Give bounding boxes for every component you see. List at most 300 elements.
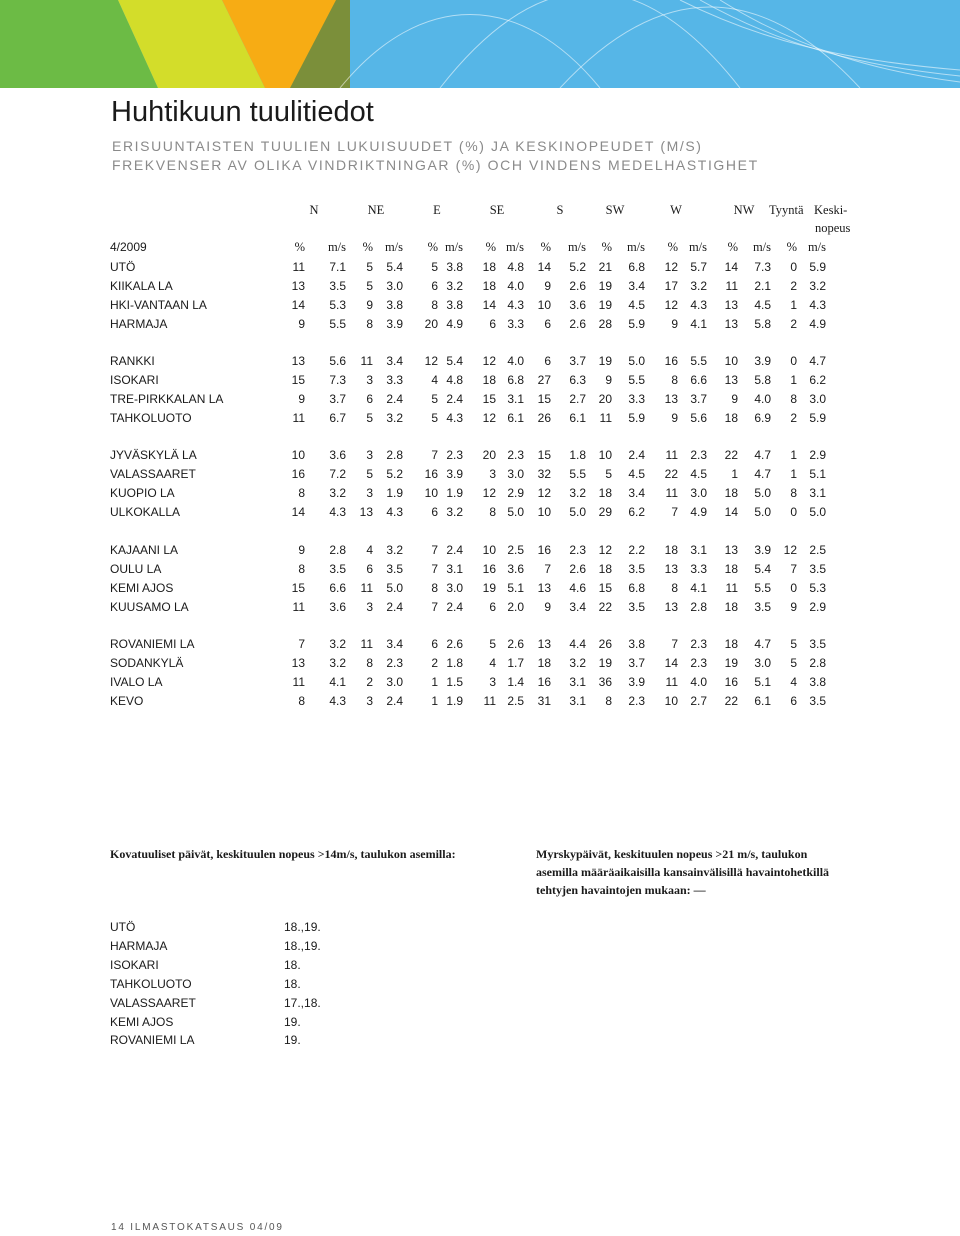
gale-dates: 18.,19.: [284, 920, 321, 934]
table-cell: 2.4: [386, 599, 403, 614]
gale-station: UTÖ: [110, 920, 136, 934]
table-cell: 9: [790, 599, 797, 614]
table-cell: 8: [298, 693, 305, 708]
table-cell: 2.2: [628, 543, 645, 557]
table-cell: 18: [724, 599, 738, 614]
table-cell: 3: [366, 372, 373, 387]
table-cell: 13: [359, 504, 373, 519]
station-name: KIIKALA LA: [110, 278, 173, 293]
period-label: 4/2009: [110, 240, 147, 254]
table-cell: 9: [671, 316, 678, 331]
table-cell: 4.3: [690, 297, 707, 312]
table-cell: 26: [598, 637, 612, 651]
table-cell: 6: [790, 693, 797, 708]
table-cell: 2.3: [569, 543, 586, 557]
unit-ms: m/s: [626, 240, 645, 254]
table-cell: 2.4: [386, 391, 403, 406]
gale-dates: 17.,18.: [284, 995, 321, 1010]
header-banner: [0, 0, 960, 88]
table-cell: 3.8: [386, 297, 403, 312]
station-name: KAJAANI LA: [110, 543, 179, 557]
table-cell: 4.5: [754, 297, 771, 312]
table-cell: 5.0: [628, 354, 645, 368]
table-cell: 10: [291, 448, 305, 462]
table-cell: 3.2: [329, 637, 346, 651]
table-cell: 36: [598, 674, 612, 689]
table-cell: 3.2: [386, 543, 403, 557]
table-cell: 2.4: [386, 693, 403, 708]
table-cell: 4.7: [754, 448, 771, 462]
table-cell: 10: [664, 693, 678, 708]
table-cell: 6: [544, 316, 551, 331]
table-cell: 12: [783, 543, 797, 557]
table-cell: 16: [424, 466, 438, 481]
table-cell: 12: [482, 410, 496, 425]
table-cell: 2.3: [628, 693, 645, 708]
table-cell: 5.0: [754, 485, 771, 500]
table-cell: 4.1: [690, 316, 707, 331]
table-cell: 10: [537, 504, 551, 519]
table-cell: 3.3: [690, 561, 707, 576]
table-cell: 12: [482, 354, 496, 368]
station-name: ISOKARI: [110, 372, 159, 387]
table-cell: 5.2: [569, 260, 586, 274]
direction-header: S: [556, 203, 564, 217]
table-cell: 6: [366, 561, 373, 576]
table-cell: 3.6: [329, 448, 346, 462]
table-cell: 2: [431, 655, 438, 670]
unit-ms: m/s: [505, 240, 524, 254]
table-cell: 4.4: [569, 637, 586, 651]
table-cell: 9: [605, 372, 612, 387]
table-cell: 6.6: [690, 372, 707, 387]
table-cell: 3.0: [386, 674, 403, 689]
table-cell: 3.7: [569, 354, 586, 368]
table-cell: 4: [366, 543, 373, 557]
page-title: Huhtikuun tuulitiedot: [111, 96, 374, 128]
table-cell: 3: [366, 693, 373, 708]
table-cell: 3.3: [628, 391, 645, 406]
table-cell: 11: [292, 410, 305, 425]
table-cell: 10: [537, 297, 551, 312]
table-cell: 8: [298, 561, 305, 576]
table-cell: 3.1: [569, 674, 586, 689]
table-cell: 2.1: [754, 278, 771, 293]
table-cell: 4: [431, 372, 438, 387]
table-cell: 28: [598, 316, 612, 331]
station-name: ULKOKALLA: [110, 504, 181, 519]
table-cell: 1.5: [446, 674, 463, 689]
direction-header: NE: [367, 203, 385, 217]
table-cell: 4.0: [507, 354, 524, 368]
table-cell: 5: [366, 410, 373, 425]
table-cell: 11: [360, 580, 373, 595]
table-cell: 13: [537, 637, 551, 651]
table-cell: 5.9: [628, 410, 645, 425]
unit-ms: m/s: [567, 240, 586, 254]
table-cell: 4.9: [809, 316, 826, 331]
table-cell: 2.6: [569, 561, 586, 576]
table-cell: 3.8: [628, 637, 645, 651]
gale-station: HARMAJA: [110, 938, 168, 953]
table-cell: 15: [291, 372, 305, 387]
table-cell: 14: [291, 504, 305, 519]
table-cell: 11: [292, 599, 305, 614]
table-cell: 3.9: [754, 354, 771, 368]
table-cell: 10: [598, 448, 612, 462]
table-cell: 8: [431, 580, 438, 595]
table-cell: 11: [665, 448, 678, 462]
table-cell: 3.9: [446, 466, 463, 481]
table-cell: 3.0: [690, 485, 707, 500]
direction-header: NW: [733, 203, 755, 217]
table-cell: 2.9: [809, 448, 826, 462]
table-cell: 3.3: [507, 316, 524, 331]
table-cell: 4.7: [754, 637, 771, 651]
table-cell: 1.8: [569, 448, 586, 462]
table-cell: 4: [790, 674, 797, 689]
table-cell: 5.4: [386, 260, 403, 274]
table-cell: 3.4: [569, 599, 586, 614]
table-cell: 6.1: [507, 410, 524, 425]
table-cell: 3: [366, 448, 373, 462]
station-name: IVALO LA: [110, 674, 163, 689]
table-cell: 4.3: [386, 504, 403, 519]
table-cell: 18: [482, 372, 496, 387]
table-cell: 5: [605, 466, 612, 481]
table-cell: 3.9: [754, 543, 771, 557]
table-cell: 7: [431, 543, 438, 557]
table-cell: 3.2: [446, 278, 463, 293]
table-cell: 7.3: [754, 260, 771, 274]
unit-percent: %: [786, 240, 797, 254]
table-cell: 2: [366, 674, 373, 689]
table-cell: 3.5: [809, 561, 826, 576]
table-cell: 3.7: [628, 655, 645, 670]
unit-percent: %: [485, 240, 496, 254]
table-cell: 3.3: [386, 372, 403, 387]
table-cell: 11: [599, 410, 612, 425]
table-cell: 19: [598, 297, 612, 312]
table-cell: 5.3: [329, 297, 346, 312]
table-cell: 3.5: [628, 599, 645, 614]
table-cell: 2.8: [329, 543, 346, 557]
table-cell: 1: [790, 466, 797, 481]
table-cell: 3.1: [507, 391, 524, 406]
table-cell: 7.2: [329, 466, 346, 481]
table-cell: 3.6: [569, 297, 586, 312]
table-cell: 15: [537, 448, 551, 462]
table-cell: 4.9: [446, 316, 463, 331]
table-cell: 2.9: [507, 485, 524, 500]
table-cell: 3.5: [754, 599, 771, 614]
table-cell: 1: [790, 448, 797, 462]
station-name: KUOPIO LA: [110, 485, 175, 500]
table-cell: 3.5: [809, 637, 826, 651]
table-cell: 6: [544, 354, 551, 368]
table-cell: 6.9: [754, 410, 771, 425]
table-cell: 15: [537, 391, 551, 406]
table-cell: 22: [598, 599, 612, 614]
station-name: VALASSAARET: [110, 466, 196, 481]
table-cell: 2.3: [507, 448, 524, 462]
table-cell: 3.5: [329, 278, 346, 293]
table-cell: 1.4: [507, 674, 524, 689]
direction-header: E: [433, 203, 441, 217]
table-cell: 4.0: [754, 391, 771, 406]
table-cell: 3.1: [446, 561, 463, 576]
table-cell: 13: [664, 599, 678, 614]
gale-station: ROVANIEMI LA: [110, 1033, 195, 1048]
table-cell: 5.2: [386, 466, 403, 481]
table-cell: 12: [424, 354, 438, 368]
table-cell: 5.4: [446, 354, 463, 368]
table-cell: 3.5: [386, 561, 403, 576]
table-cell: 2.5: [809, 543, 826, 557]
table-cell: 15: [291, 580, 305, 595]
table-cell: 18: [537, 655, 551, 670]
table-cell: 2.9: [809, 599, 826, 614]
table-cell: 3.2: [329, 485, 346, 500]
table-cell: 9: [298, 316, 305, 331]
table-cell: 3.8: [446, 297, 463, 312]
table-cell: 1.7: [507, 655, 524, 670]
table-cell: 5.7: [690, 260, 707, 274]
table-cell: 0: [790, 580, 797, 595]
table-cell: 2.3: [690, 655, 707, 670]
gale-station: KEMI AJOS: [110, 1014, 174, 1029]
table-cell: 9: [544, 599, 551, 614]
table-cell: 6.1: [569, 410, 586, 425]
table-cell: 3.2: [329, 655, 346, 670]
table-cell: 6.2: [628, 504, 645, 519]
gale-dates: 18.: [284, 957, 301, 972]
table-cell: 4: [489, 655, 496, 670]
station-name: TAHKOLUOTO: [110, 410, 192, 425]
table-cell: 8: [298, 485, 305, 500]
table-cell: 10: [482, 543, 496, 557]
table-cell: 26: [537, 410, 551, 425]
subtitle-finnish: ERISUUNTAISTEN TUULIEN LUKUISUUDET (%) JA KESKINOPEUDET (M/S): [112, 138, 703, 154]
table-cell: 5.5: [754, 580, 771, 595]
table-cell: 2.4: [446, 543, 463, 557]
table-cell: 3.7: [690, 391, 707, 406]
table-cell: 18: [724, 410, 738, 425]
table-cell: 5.5: [329, 316, 346, 331]
table-cell: 5.3: [809, 580, 826, 595]
table-cell: 5.0: [507, 504, 524, 519]
table-cell: 4.8: [507, 260, 524, 274]
station-name: ROVANIEMI LA: [110, 637, 195, 651]
gale-station: ISOKARI: [110, 957, 159, 972]
unit-ms: m/s: [807, 240, 826, 254]
table-cell: 12: [664, 297, 678, 312]
station-name: HARMAJA: [110, 316, 168, 331]
gale-station: TAHKOLUOTO: [110, 976, 192, 991]
table-cell: 13: [724, 543, 738, 557]
table-cell: 21: [598, 260, 612, 274]
table-cell: 6: [366, 391, 373, 406]
table-cell: 2.4: [446, 599, 463, 614]
table-cell: 1: [431, 693, 438, 708]
table-cell: 7.1: [329, 260, 346, 274]
table-cell: 5.9: [809, 260, 826, 274]
station-name: UTÖ: [110, 260, 136, 274]
table-cell: 8: [790, 485, 797, 500]
table-cell: 2.3: [690, 637, 707, 651]
table-cell: 4.6: [569, 580, 586, 595]
table-cell: 2.6: [507, 637, 524, 651]
station-name: HKI-VANTAAN LA: [110, 297, 207, 312]
table-cell: 5.0: [754, 504, 771, 519]
table-cell: 3.8: [446, 260, 463, 274]
table-cell: 11: [725, 580, 738, 595]
unit-percent: %: [427, 240, 438, 254]
table-cell: 15: [598, 580, 612, 595]
table-cell: 5.5: [690, 354, 707, 368]
table-cell: 13: [291, 278, 305, 293]
table-cell: 7: [431, 561, 438, 576]
table-cell: 1.9: [446, 485, 463, 500]
table-cell: 18: [724, 561, 738, 576]
table-cell: 4.3: [809, 297, 826, 312]
table-cell: 0: [790, 260, 797, 274]
note-storm-days-line-3: tehtyjen havaintojen mukaan: —: [536, 883, 706, 897]
table-cell: 1: [790, 372, 797, 387]
table-cell: 3.0: [386, 278, 403, 293]
table-cell: 6.2: [809, 372, 826, 387]
table-cell: 3.8: [809, 674, 826, 689]
calm-header: Tyyntä: [769, 203, 804, 217]
table-cell: 5: [366, 466, 373, 481]
table-cell: 5.5: [569, 466, 586, 481]
table-cell: 1.8: [446, 655, 463, 670]
table-cell: 3.5: [329, 561, 346, 576]
table-cell: 6.3: [569, 372, 586, 387]
note-storm-days-line-1: Myrskypäivät, keskituulen nopeus >21 m/s, taulukon: [536, 847, 808, 861]
gale-station: VALASSAARET: [110, 995, 196, 1010]
table-cell: 20: [482, 448, 496, 462]
table-cell: 1: [790, 297, 797, 312]
table-cell: 9: [298, 391, 305, 406]
table-cell: 5: [366, 278, 373, 293]
table-cell: 3: [489, 674, 496, 689]
direction-header: SE: [489, 203, 505, 217]
table-cell: 11: [360, 354, 373, 368]
table-cell: 7.3: [329, 372, 346, 387]
table-cell: 2.3: [690, 448, 707, 462]
table-cell: 5.8: [754, 316, 771, 331]
unit-percent: %: [540, 240, 551, 254]
table-cell: 7: [298, 637, 305, 651]
table-cell: 19: [482, 580, 496, 595]
table-cell: 11: [725, 278, 738, 293]
table-cell: 3.0: [446, 580, 463, 595]
table-cell: 4.7: [754, 466, 771, 481]
table-cell: 5.5: [628, 372, 645, 387]
table-cell: 3.1: [569, 693, 586, 708]
unit-percent: %: [294, 240, 305, 254]
table-cell: 5.4: [754, 561, 771, 576]
table-cell: 9: [731, 391, 738, 406]
table-cell: 4.0: [507, 278, 524, 293]
table-cell: 3.2: [446, 504, 463, 519]
table-cell: 8: [366, 655, 373, 670]
table-cell: 4.3: [507, 297, 524, 312]
table-cell: 6.8: [507, 372, 524, 387]
table-cell: 5.0: [569, 504, 586, 519]
table-cell: 4.7: [809, 354, 826, 368]
table-cell: 4.5: [628, 297, 645, 312]
table-cell: 3.2: [569, 655, 586, 670]
table-cell: 2.7: [690, 693, 707, 708]
table-cell: 6: [431, 637, 438, 651]
table-cell: 3.0: [809, 391, 826, 406]
table-cell: 2.6: [569, 316, 586, 331]
table-cell: 9: [671, 410, 678, 425]
table-cell: 3.1: [690, 543, 707, 557]
table-cell: 13: [664, 391, 678, 406]
gale-dates: 18.: [284, 976, 301, 991]
table-cell: 5.9: [809, 410, 826, 425]
table-cell: 12: [664, 260, 678, 274]
direction-header: W: [670, 203, 682, 217]
table-cell: 4.5: [690, 466, 707, 481]
unit-percent: %: [667, 240, 678, 254]
table-cell: 27: [537, 372, 551, 387]
table-cell: 12: [537, 485, 551, 500]
table-cell: 18: [598, 561, 612, 576]
table-cell: 9: [366, 297, 373, 312]
table-cell: 7: [431, 599, 438, 614]
table-cell: 3.0: [754, 655, 771, 670]
table-cell: 3.9: [628, 674, 645, 689]
table-cell: 4.3: [446, 410, 463, 425]
table-cell: 13: [724, 316, 738, 331]
table-cell: 3.6: [507, 561, 524, 576]
table-cell: 2.8: [690, 599, 707, 614]
table-cell: 2.4: [628, 448, 645, 462]
table-cell: 4.3: [329, 693, 346, 708]
table-cell: 3.2: [809, 278, 826, 293]
table-cell: 22: [664, 466, 678, 481]
table-cell: 6: [489, 599, 496, 614]
station-name: KEMI AJOS: [110, 580, 174, 595]
table-cell: 18: [598, 485, 612, 500]
table-cell: 14: [664, 655, 678, 670]
unit-ms: m/s: [327, 240, 346, 254]
table-cell: 2: [790, 278, 797, 293]
table-cell: 8: [671, 372, 678, 387]
table-cell: 10: [424, 485, 438, 500]
table-cell: 5.1: [809, 466, 826, 481]
table-cell: 3.9: [386, 316, 403, 331]
table-cell: 3.2: [386, 410, 403, 425]
table-cell: 5.1: [754, 674, 771, 689]
table-cell: 3.6: [329, 599, 346, 614]
unit-percent: %: [362, 240, 373, 254]
table-cell: 6.6: [329, 580, 346, 595]
table-cell: 1: [431, 674, 438, 689]
table-cell: 11: [665, 674, 678, 689]
table-cell: 14: [482, 297, 496, 312]
table-cell: 4.8: [446, 372, 463, 387]
table-cell: 17: [664, 278, 678, 293]
table-cell: 6.7: [329, 410, 346, 425]
table-cell: 5.6: [329, 354, 346, 368]
table-cell: 16: [537, 674, 551, 689]
table-cell: 5.1: [507, 580, 524, 595]
